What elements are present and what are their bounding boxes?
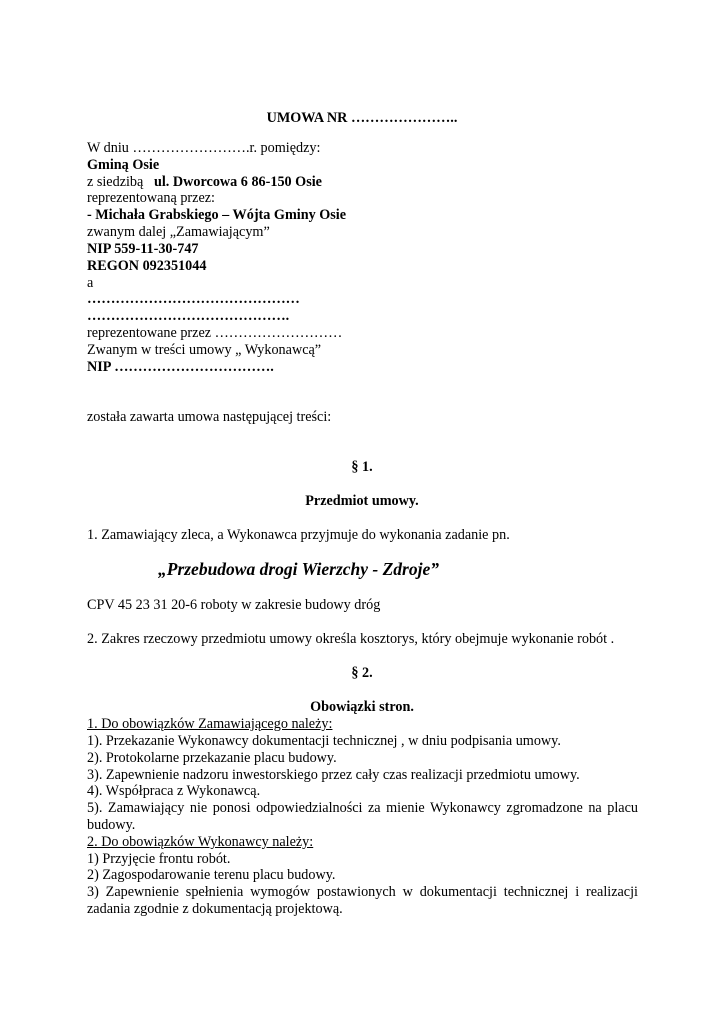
employer-duty-2: 2). Protokolarne przekazanie placu budowy. [87,750,337,766]
section1-paragraph-1: 1. Zamawiający zleca, a Wykonawca przyjmuje do wykonania zadanie pn. [87,527,510,543]
employer-duties-header: 1. Do obowiązków Zamawiającego należy: [87,716,333,732]
connector-a: a [87,275,94,291]
seat-address: ul. Dworcowa 6 86-150 Osie [153,174,322,190]
employer-duty-3: 3). Zapewnienie nadzoru inwestorskiego przez cały czas realizacji przedmiotu umowy. [87,767,580,783]
party1-regon: REGON 092351044 [87,258,207,274]
party2-alias: Zwanym w treści umowy „ Wykonawcą” [87,342,322,358]
contract-title: UMOWA NR ………………….. [266,110,458,126]
employer-duty-4: 4). Współpraca z Wykonawcą. [87,783,261,799]
party1-alias: zwanym dalej „Zamawiającym” [87,224,270,240]
date-line: W dniu …………………….r. pomiędzy: [87,140,321,156]
section1-paragraph-2: 2. Zakres rzeczowy przedmiotu umowy określa kosztorys, który obejmuje wykonanie robót . [87,631,615,647]
party2-represented: reprezentowane przez ……………………… [87,325,343,341]
party2-blank-1: ……………………………………… [87,291,300,307]
intro-text: została zawarta umowa następującej treści: [87,409,332,425]
contractor-duty-2: 2) Zagospodarowanie terenu placu budowy. [87,867,336,883]
party1-represented: reprezentowaną przez: [87,190,215,206]
contractor-duty-1: 1) Przyjęcie frontu robót. [87,851,231,867]
party2-blank-2: ……………………………………. [87,308,290,324]
party2-nip: NIP ……………………………. [87,359,274,375]
contractor-duty-3-cont: zadania zgodnie z dokumentacją projektową. [87,901,343,917]
party1-seat [87,174,322,191]
employer-duty-5: 5). Zamawiający nie ponosi odpowiedzialności za mienie Wykonawcy zgromadzone na placu [87,800,638,816]
employer-duty-1: 1). Przekazanie Wykonawcy dokumentacji technicznej , w dniu podpisania umowy. [87,733,561,749]
party1-nip: NIP 559-11-30-747 [87,241,199,257]
section1-heading: Przedmiot umowy. [305,493,419,509]
section2-heading: Obowiązki stron. [310,699,414,715]
task-title: „Przebudowa drogi Wierzchy - Zdroje” [158,559,439,579]
party1-representative: - Michała Grabskiego – Wójta Gminy Osie [87,207,347,223]
contractor-duty-3: 3) Zapewnienie spełnienia wymogów postawionych w dokumentacji technicznej i realizacji [87,884,638,900]
contractor-duties-header: 2. Do obowiązków Wykonawcy należy: [87,834,314,850]
seat-prefix: z siedzibą [87,174,144,190]
section2-number: § 2. [351,665,373,681]
section1-number: § 1. [351,459,373,475]
party1-name: Gminą Osie [87,157,160,173]
employer-duty-5-cont: budowy. [87,817,136,833]
cpv-line: CPV 45 23 31 20-6 roboty w zakresie budowy dróg [87,597,381,613]
